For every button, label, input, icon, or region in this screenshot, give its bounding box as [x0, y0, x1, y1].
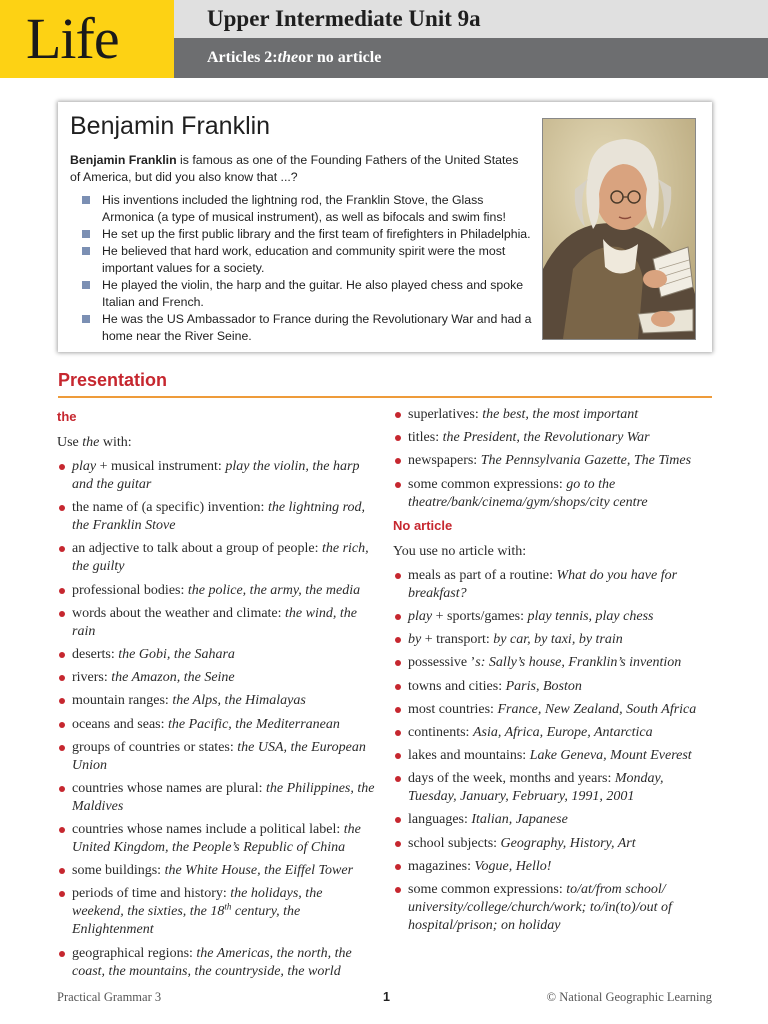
fact-text: He set up the first public library and the first team of firefighters in Philadelphia. — [102, 227, 531, 241]
rule-example: Monday, Tuesday, January, February, 1991, 2001 — [408, 771, 664, 805]
rule-item — [57, 692, 377, 710]
fact-item — [82, 311, 538, 345]
rule-example: century, the Enlightenment — [72, 904, 301, 938]
rule-text: meals as part of a routine: — [408, 567, 557, 583]
rule-item — [57, 821, 377, 857]
subtitle-prefix: Articles 2: — [207, 49, 278, 66]
the-rules-list — [57, 458, 377, 981]
rule-example: the Philippines, the Maldives — [72, 780, 375, 814]
intro-em: the — [82, 435, 100, 450]
rule-text: continents: — [408, 724, 473, 740]
rule-text: school subjects: — [408, 835, 501, 851]
rule-item — [393, 858, 713, 876]
rule-text: oceans and seas: — [72, 716, 169, 732]
rule-item — [393, 654, 713, 672]
rule-example: the Amazon, the Seine — [111, 670, 235, 686]
rule-example: the Gobi, the Sahara — [118, 646, 235, 662]
fact-item — [82, 243, 538, 277]
rule-text: words about the weather and climate: — [72, 605, 286, 621]
intro-rest: is famous as one of the Founding Fathers of the United States of America, but did you also know that ...? — [70, 153, 519, 184]
rule-text: towns and cities: — [408, 678, 506, 694]
rule-text: days of the week, months and years: — [408, 771, 615, 787]
rule-example: What do you have for breakfast? — [408, 567, 678, 601]
rule-item — [393, 747, 713, 765]
rule-item — [57, 582, 377, 600]
rule-text: + sports/games: — [432, 608, 528, 624]
logo-text: Life — [26, 6, 119, 71]
subtitle-em: the — [277, 49, 299, 66]
rule-example: Lake Geneva, Mount Everest — [529, 748, 692, 764]
rule-item — [393, 811, 713, 829]
rule-text: some buildings: — [72, 863, 165, 879]
square-bullet-icon — [82, 315, 90, 323]
rule-item — [393, 406, 713, 424]
the-intro — [57, 434, 377, 452]
fact-text: He was the US Ambassador to France during the Revolutionary War and had a home near the River Seine. — [102, 312, 532, 343]
rule-text: + musical instrument: — [96, 459, 226, 474]
rule-text: periods of time and history: — [72, 886, 231, 902]
rule-item — [57, 646, 377, 664]
presentation-heading: Presentation — [58, 370, 168, 390]
rule-text: rivers: — [72, 670, 112, 686]
rule-item — [57, 458, 377, 494]
no-article-rules-list — [393, 567, 713, 935]
rule-em-lead: by — [408, 632, 422, 648]
rule-example: the United Kingdom, the People’s Republic of China — [72, 822, 361, 856]
rule-text: some common expressions: — [408, 882, 567, 897]
rule-text: mountain ranges: — [72, 693, 173, 709]
rule-item — [393, 881, 713, 935]
fact-item — [82, 226, 538, 243]
rule-text: + transport: — [421, 632, 494, 648]
franklin-portrait-image — [542, 118, 696, 340]
fact-text: His inventions included the lightning rod, the Franklin Stove, the Glass Armonica (a type of musical instrument), as well as bifocals and swim fins! — [102, 193, 506, 224]
rule-example: the holidays, the weekend, the sixties, the 18 — [72, 886, 323, 920]
rule-text: magazines: — [408, 858, 475, 874]
rule-example: the USA, the European Union — [72, 739, 366, 773]
subtitle-suffix: or no article — [298, 49, 382, 66]
rule-text: titles: — [408, 430, 443, 446]
fact-item — [82, 192, 538, 226]
rule-item — [393, 429, 713, 447]
rule-example: Vogue, Hello! — [474, 858, 552, 874]
rule-item — [57, 499, 377, 535]
page-footer — [57, 990, 712, 1008]
intro-b: with: — [99, 435, 132, 450]
rule-item — [393, 835, 713, 853]
rule-text: lakes and mountains: — [408, 748, 530, 764]
fact-text: He believed that hard work, education and community spirit were the most important values for a society. — [102, 244, 506, 275]
rule-example: Paris, Boston — [505, 678, 582, 694]
franklin-info-box — [58, 102, 712, 352]
rule-text: an adjective to talk about a group of people: — [72, 541, 322, 557]
rule-example: to/at/from school/ university/college/church/work; to/in(to)/out of hospital/prison; on holiday — [408, 882, 672, 933]
rule-example: Geography, History, Art — [500, 835, 636, 851]
rule-item — [57, 862, 377, 880]
rule-text: some common expressions: — [408, 476, 567, 492]
rule-example: the wind, the rain — [72, 605, 357, 639]
rule-item — [393, 452, 713, 470]
rule-example: the President, the Revolutionary War — [442, 430, 650, 446]
rule-example: the police, the army, the media — [187, 582, 361, 598]
rule-example: s: Sally’s house, Franklin’s invention — [475, 655, 682, 671]
rule-item — [393, 724, 713, 742]
ordinal-suffix: th — [224, 901, 232, 912]
unit-title-bar — [174, 0, 768, 38]
rule-example: by car, by taxi, by train — [493, 632, 623, 648]
rule-text: the name of (a specific) invention: — [72, 500, 268, 516]
portrait-illustration — [543, 119, 695, 339]
rule-em-lead: play — [72, 459, 97, 474]
rule-item — [393, 678, 713, 696]
rule-item — [57, 885, 377, 939]
rule-item — [57, 669, 377, 687]
box-intro — [70, 152, 530, 186]
rule-text: countries whose names include a political label: — [72, 822, 344, 838]
square-bullet-icon — [82, 230, 90, 238]
the-heading: the — [57, 409, 77, 424]
rule-example: France, New Zealand, South Africa — [497, 701, 697, 717]
no-article-heading: No article — [393, 517, 453, 533]
rule-example: the Alps, the Himalayas — [172, 693, 306, 709]
rule-example: Asia, Africa, Europe, Antarctica — [472, 724, 653, 740]
box-title: Benjamin Franklin — [70, 112, 271, 140]
rule-example: The Pennsylvania Gazette, The Times — [480, 453, 692, 469]
rule-item — [57, 540, 377, 576]
unit-title: Upper Intermediate Unit 9a — [207, 6, 481, 31]
rule-text: geographical regions: — [72, 945, 197, 961]
rule-example: the rich, the guilty — [72, 541, 369, 575]
rule-item — [393, 701, 713, 719]
rule-example: the best, the most important — [482, 407, 639, 422]
rule-example: the Americas, the north, the coast, the mountains, the countryside, the world — [72, 945, 352, 979]
rule-item — [393, 770, 713, 806]
rule-example: go to the theatre/bank/cinema/gym/shops/city centre — [408, 476, 648, 510]
page-number: 1 — [383, 990, 390, 1004]
box-facts-list — [82, 192, 538, 345]
rule-item — [57, 945, 377, 981]
rule-example: play tennis, play chess — [527, 608, 654, 624]
the-rules-list-continued — [393, 406, 713, 512]
rule-em-lead: play — [408, 608, 433, 624]
rule-item — [393, 567, 713, 603]
rule-item — [57, 605, 377, 641]
rule-item — [393, 631, 713, 649]
rule-example: play the violin, the harp and the guitar — [72, 459, 360, 492]
life-logo — [0, 0, 174, 78]
rule-text: possessive ’ — [408, 655, 476, 671]
square-bullet-icon — [82, 196, 90, 204]
rule-text: newspapers: — [408, 453, 481, 469]
no-article-intro: You use no article with: — [393, 543, 527, 559]
rule-text: most countries: — [408, 701, 498, 717]
rule-item — [393, 476, 713, 512]
rule-item — [57, 716, 377, 734]
rule-text: groups of countries or states: — [72, 739, 238, 755]
rule-text: countries whose names are plural: — [72, 780, 266, 796]
rule-example: the Pacific, the Mediterranean — [168, 716, 340, 732]
rule-example: the White House, the Eiffel Tower — [164, 863, 354, 879]
rule-text: superlatives: — [408, 407, 483, 422]
rule-text: professional bodies: — [72, 582, 188, 598]
rule-example: the lightning rod, the Franklin Stove — [72, 500, 366, 534]
intro-bold: Benjamin Franklin — [70, 153, 177, 167]
square-bullet-icon — [82, 247, 90, 255]
left-column — [57, 406, 377, 986]
rule-item — [57, 780, 377, 816]
square-bullet-icon — [82, 281, 90, 289]
rule-example: Italian, Japanese — [471, 812, 568, 828]
rule-text: deserts: — [72, 646, 119, 662]
intro-a: Use — [57, 435, 83, 450]
rule-text: languages: — [408, 812, 472, 828]
rule-item — [393, 608, 713, 626]
fact-text: He played the violin, the harp and the guitar. He also played chess and spoke Italian and French. — [102, 278, 524, 309]
footer-book-title: Practical Grammar 3 — [57, 990, 162, 1004]
presentation-divider — [58, 396, 712, 398]
fact-item — [82, 277, 538, 311]
right-column — [393, 406, 713, 940]
lesson-subtitle-bar — [174, 38, 768, 78]
footer-copyright: © National Geographic Learning — [546, 990, 712, 1004]
rule-item — [57, 739, 377, 775]
